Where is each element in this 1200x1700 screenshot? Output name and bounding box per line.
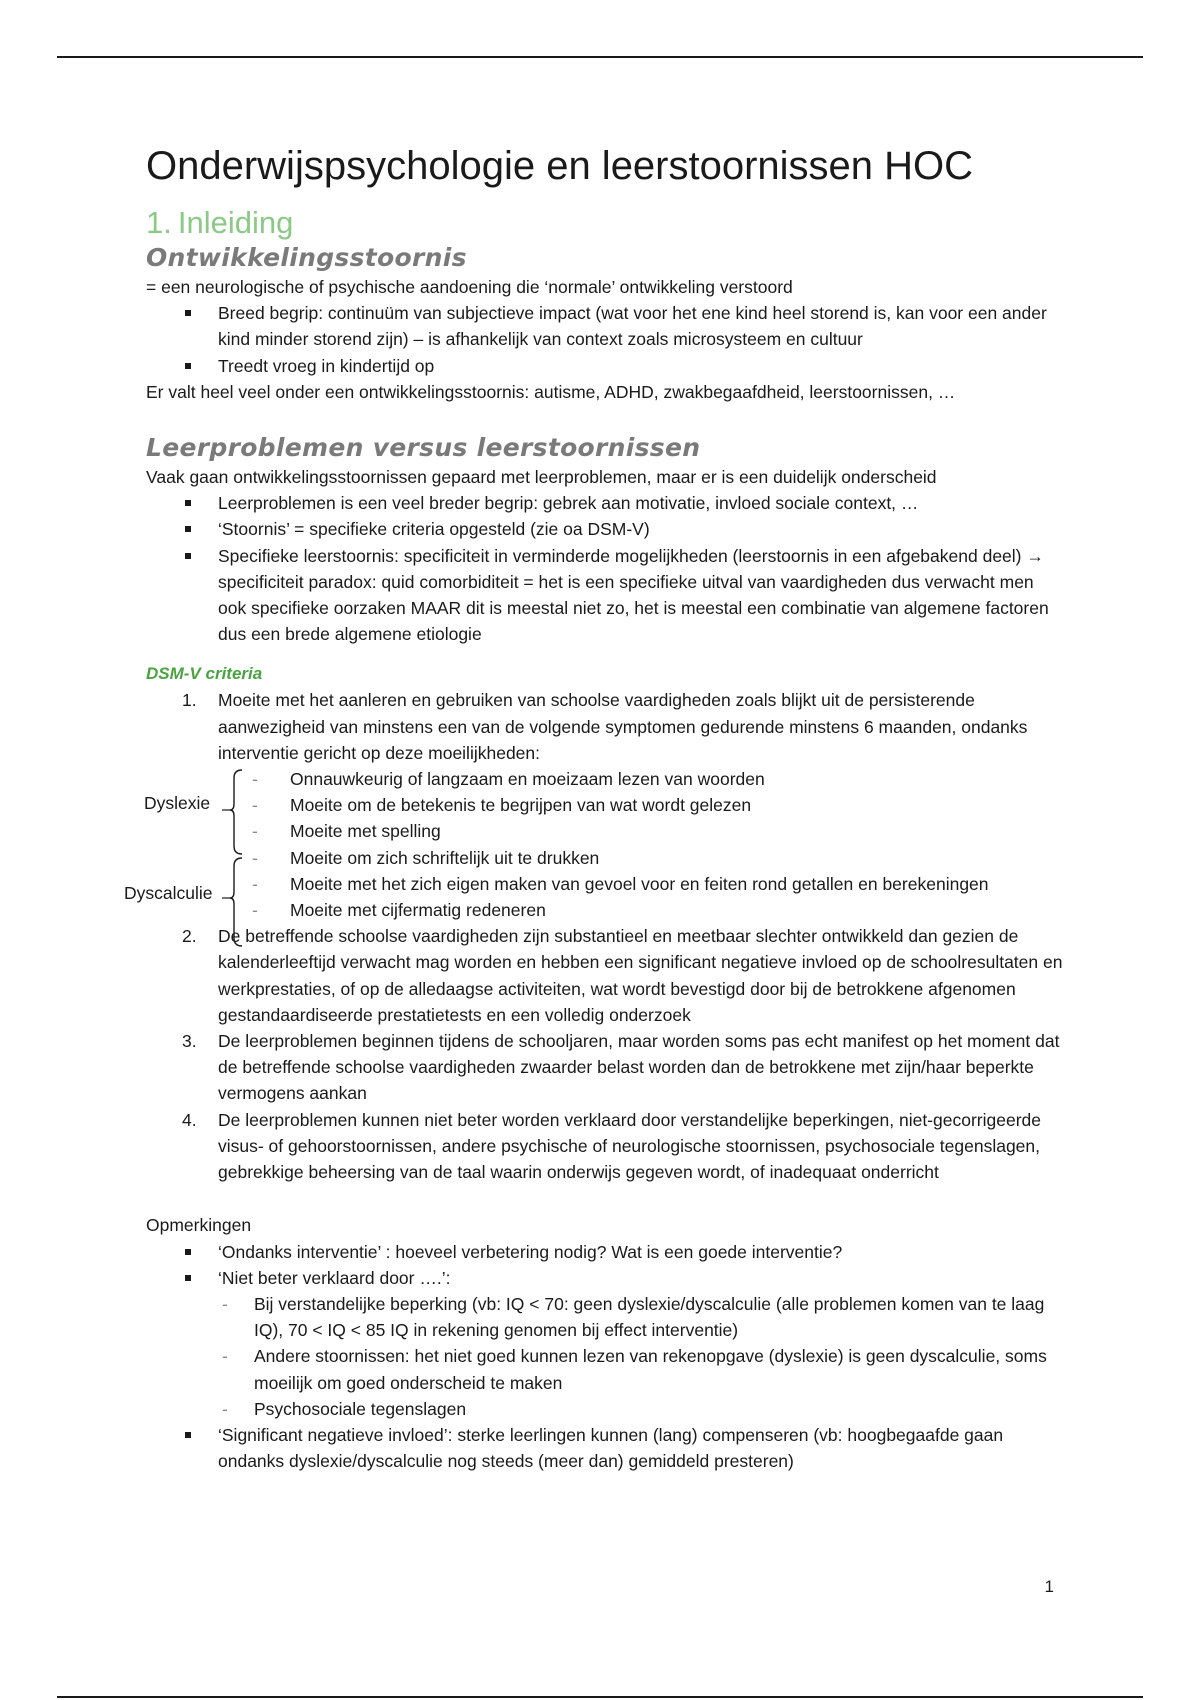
list-item: Leerproblemen is een veel breder begrip: gebrek aan motivatie, invloed sociale context, … — [218, 490, 1066, 516]
section-title: Inleiding — [177, 205, 294, 240]
closing-text: Er valt heel veel onder een ontwikkelingsstoornis: autisme, ADHD, zwakbegaafdheid, leerstoornissen, … — [146, 381, 956, 402]
page-number: 1 — [1044, 1577, 1054, 1596]
criterion-text: De leerproblemen kunnen niet beter worden verklaard door verstandelijke beperkingen, niet-gecorrigeerde visus- of gehoorstoornissen, andere psychische of neurologische stoornissen, psychosociale tegenslagen, gebrekkige beheersing van de taal waarin onderwijs gegeven wordt, of inadequaat onderricht — [218, 1109, 1041, 1183]
label-dyscalculie: Dyscalculie — [124, 883, 213, 904]
criterion-number: 1. — [182, 690, 197, 711]
list-item: - Onnauwkeurig of langzaam en moeizaam lezen van woorden — [290, 766, 1066, 792]
list-item: - Moeite om de betekenis te begrijpen van wat wordt gelezen — [290, 792, 1066, 818]
criterion-text: De leerproblemen beginnen tijdens de schooljaren, maar worden soms pas echt manifest op het moment dat de betreffende schoolse vaardigheden zwaarder belast worden dan de betrokkene met zijn/haar beperkte vermogens aankan — [218, 1031, 1060, 1104]
list-item: Specifieke leerstoornis: specificiteit in verminderde mogelijkheden (leerstoornis in een afgebakend deel) → specificiteit paradox: quid comorbiditeit = het is een specifieke uitval van vaardigheden dus verwacht men ook specifieke oorzaken MAAR dit is meestal niet zo, het is meestal een combinatie van algemene factoren dus een brede algemene etiologie — [218, 543, 1066, 648]
document-page — [124, 140, 1066, 1474]
list-item: - Moeite met het zich eigen maken van gevoel voor en feiten rond getallen en berekeningen — [290, 871, 1066, 897]
list-item: - Moeite met spelling — [290, 818, 1066, 844]
list-item-text: ‘Niet beter verklaard door ….’: — [218, 1267, 451, 1288]
opmerkingen-heading: Opmerkingen — [146, 1215, 252, 1236]
criterion-item — [182, 923, 1066, 1028]
heading-ontwikkelingsstoornis: Ontwikkelingsstoornis — [146, 243, 467, 272]
list-item: - Psychosociale tegenslagen — [254, 1396, 1066, 1422]
criterion-item — [182, 1028, 1066, 1107]
criterion-text: De betreffende schoolse vaardigheden zijn substantieel en meetbaar slechter ontwikkeld dan gezien de kalenderleeftijd verwacht mag worden en hebben een significant negatieve invloed op de schoolresultaten en werkprestaties, of op de alledaagse activiteiten, wat wordt bevestigd door bij de betrokkene afgenomen gestandaardiseerde prestatietests en een volledig onderzoek — [218, 926, 1063, 1025]
bottom-rule — [57, 1696, 1143, 1698]
criterion-number: 4. — [182, 1109, 197, 1130]
criterion-item — [124, 687, 1066, 923]
criterion-number: 3. — [182, 1031, 197, 1052]
list-item: - Bij verstandelijke beperking (vb: IQ < 70: geen dyslexie/dyscalculie (alle problemen komen van te laag IQ), 70 < IQ < 85 IQ in rekening genomen bij effect interventie) — [254, 1291, 1066, 1343]
top-rule — [57, 56, 1143, 58]
list-item: - Andere stoornissen: het niet goed kunnen lezen van rekenopgave (dyslexie) is geen dyscalculie, soms moeilijk om goed onderscheid te maken — [254, 1343, 1066, 1395]
leerproblemen-bullet-list — [146, 490, 1066, 647]
section-heading-inleiding — [146, 204, 1066, 242]
list-item — [218, 1265, 1066, 1422]
list-item: Treedt vroeg in kindertijd op — [218, 353, 1066, 379]
list-item: ‘Ondanks interventie’ : hoeveel verbetering nodig? Wat is een goede interventie? — [218, 1239, 1066, 1265]
symptom-block — [124, 766, 1066, 923]
dsm-criteria-list — [124, 687, 1066, 1185]
opmerkingen-bullet-list — [146, 1239, 1066, 1475]
intro-text: Vaak gaan ontwikkelingsstoornissen gepaard met leerproblemen, maar er is een duidelijk onderscheid — [146, 467, 937, 488]
document-title: Onderwijspsychologie en leerstoornissen HOC — [146, 144, 974, 188]
label-dyslexie: Dyslexie — [144, 793, 211, 814]
heading-leerproblemen: Leerproblemen versus leerstoornissen — [146, 433, 701, 463]
definition-text: = een neurologische of psychische aandoening die ‘normale’ ontwikkeling verstoord — [146, 277, 793, 297]
list-item: - Moeite met cijfermatig redeneren — [290, 897, 1066, 923]
list-item: - Moeite om zich schriftelijk uit te drukken — [290, 845, 1066, 871]
list-item: ‘Stoornis’ = specifieke criteria opgesteld (zie oa DSM-V) — [218, 516, 1066, 542]
list-item: ‘Significant negatieve invloed’: sterke leerlingen kunnen (lang) compenseren (vb: hoogbegaafde gaan ondanks dyslexie/dyscalculie nog steeds (meer dan) gemiddeld presteren) — [218, 1422, 1066, 1474]
symptom-list — [218, 766, 1066, 923]
section-number: 1. — [146, 205, 172, 240]
heading-dsm-criteria: DSM-V criteria — [146, 664, 263, 684]
ontwikkeling-bullet-list — [146, 300, 1066, 379]
criterion-text: Moeite met het aanleren en gebruiken van schoolse vaardigheden zoals blijkt uit de persisterende aanwezigheid van minstens een van de volgende symptomen gedurende minstens 6 maanden, ondanks interventie gericht op deze moeilijkheden: — [218, 690, 1028, 763]
list-item: Breed begrip: continuüm van subjectieve impact (wat voor het ene kind heel storend is, kan voor een ander kind minder storend zijn) – is afhankelijk van context zoals microsysteem en cultuur — [218, 300, 1066, 352]
sub-list — [218, 1291, 1066, 1422]
criterion-number: 2. — [182, 926, 197, 947]
criterion-item — [182, 1107, 1066, 1186]
